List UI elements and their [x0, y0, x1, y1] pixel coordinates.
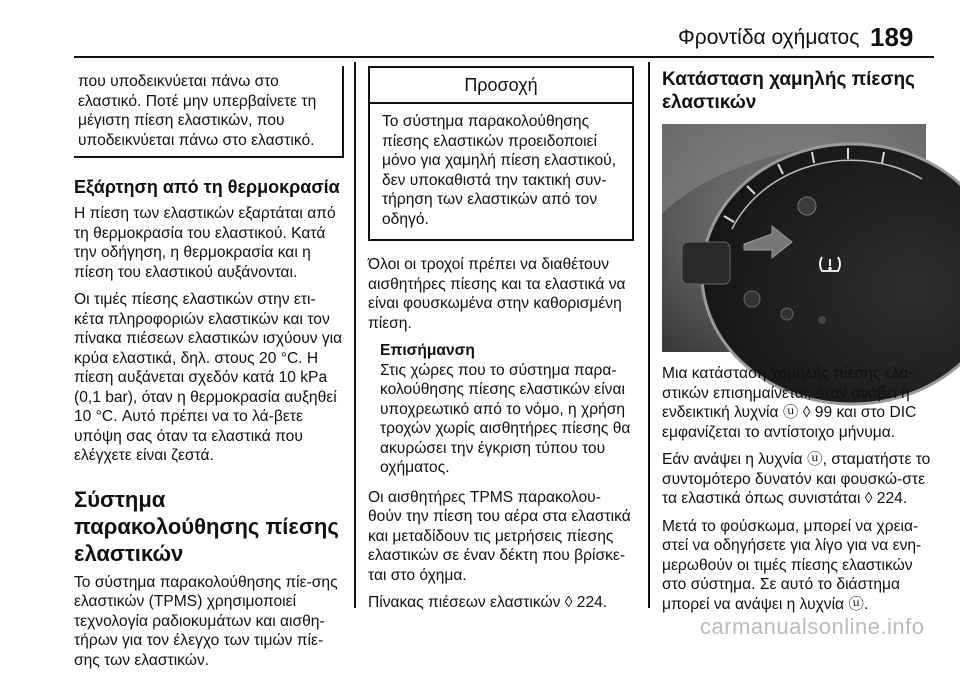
caution-title: Προσοχή: [370, 68, 632, 104]
page-number: 189: [870, 22, 914, 52]
header-rule: [74, 56, 934, 58]
page-header: [0, 0, 960, 54]
middle-paragraph-3: Πίνακας πιέσεων ελαστικών ◊ 224.: [368, 594, 608, 611]
instrument-cluster-tpms-icon: [662, 124, 926, 352]
temp-paragraph-2: Οι τιμές πίεσης ελαστικών στην ετι-κέτα πληροφοριών ελαστικών και τον πίνακα πιέσεων ελαστικών ισχύουν για κρύα ελαστικά, δηλ. στους 20 °C. Η πίεση αυξάνεται σχεδόν κατά 10 kPa (0,1 bar), όταν η θερμοκρασία αυξηθεί 10 °C. Αυτό πρέπει να το λά-βετε υπόψη σας όταν τα ελαστικά που ελέγχετε είναι ζεστά.: [74, 291, 343, 464]
column-middle: [368, 62, 634, 621]
temp-paragraph-1: Η πίεση των ελαστικών εξαρτάται από τη θερμοκρασία του ελαστικού. Κατά την οδήγηση, η θερμοκρασία και η πίεση του ελαστικού αυξάνονται.: [74, 205, 336, 281]
middle-paragraph-1: Όλοι οι τροχοί πρέπει να διαθέτουν αισθητήρες πίεσης και τα ελαστικά να είναι φουσκωμένα στην καθορισμένη πίεση.: [368, 256, 626, 332]
middle-paragraph-2: Οι αισθητήρες TPMS παρακολου-θούν την πίεση του αέρα στα ελαστικά και μεταδίδουν τις μετρήσεις πίεσης ελαστικών σε έναν δέκτη που βρίσκε-ται στο όχημα.: [368, 488, 631, 584]
right-paragraph-3: Μετά το φούσκωμα, μπορεί να χρεια-στεί να οδηγήσετε για λίγο για να ενη-μερωθούν οι τιμές πίεσης ελαστικών στο σύστημα. Σε αυτό το διάστημα μπορεί να ανάψει η λυχνία ⓤ.: [662, 517, 922, 613]
instrument-cluster-figure: [662, 124, 926, 352]
remark-block: [380, 341, 634, 478]
note-continuation-text: που υποδεικνύεται πάνω στο ελαστικό. Ποτέ μην υπερβαίνετε τη μέγιστη πίεση ελαστικών, που υποδεικνύεται πάνω στο ελαστικό.: [78, 73, 317, 149]
remark-title: Επισήμανση: [380, 342, 475, 359]
note-continuation: [74, 66, 344, 158]
low-pressure-heading: Κατάσταση χαμηλής πίεσης ελαστικών: [662, 69, 915, 113]
temp-heading: Εξάρτηση από τη θερμοκρασία: [74, 177, 340, 197]
tpms-paragraph-1: Το σύστημα παρακολούθησης πίε-σης ελαστικών (TPMS) χρησιμοποιεί τεχνολογία ραδιοκυμάτων και αισθη-τήρων για τον έλεγχο των τιμών πίε-σης των ελαστικών.: [74, 573, 338, 669]
column-left: [74, 62, 344, 678]
column-right: [662, 62, 932, 622]
caution-text: Το σύστημα παρακολούθησης πίεσης ελαστικών προειδοποιεί μόνο για χαμηλή πίεση ελαστικού, δεν υποκαθιστά την τακτική συν-τήρηση των ελαστικών από τον οδηγό.: [382, 113, 617, 228]
right-paragraph-2: Εάν ανάψει η λυχνία ⓤ, σταματήστε το συντομότερο δυνατόν και φουσκώ-στε τα ελαστικά όπως συνιστάται ◊ 224.: [662, 451, 931, 507]
column-divider-1: [354, 62, 356, 608]
caution-box: [368, 66, 634, 241]
remark-text: Στις χώρες που το σύστημα παρα-κολούθησης πίεσης ελαστικών είναι υποχρεωτικό από το νόμο, η χρήση τροχών χωρίς αισθητήρες πίεσης θα ακυρώσει την έγκριση τύπου του οχήματος.: [380, 361, 631, 476]
page-title: Φροντίδα οχήματος: [678, 26, 860, 49]
watermark: carmanualsonline.info: [700, 614, 925, 639]
column-divider-2: [648, 62, 650, 608]
tpms-heading: Σύστημα παρακολούθησης πίεσης ελαστικών: [74, 486, 339, 566]
right-paragraph-1: Μια κατάσταση χαμηλής πίεσης ελα-στικών επισημαίνεται, όταν ανάβει η ενδεικτική λυχνία ⓤ ◊ 99 και στο DIC εμφανίζεται το αντίστοιχο μήνυμα.: [662, 365, 917, 441]
